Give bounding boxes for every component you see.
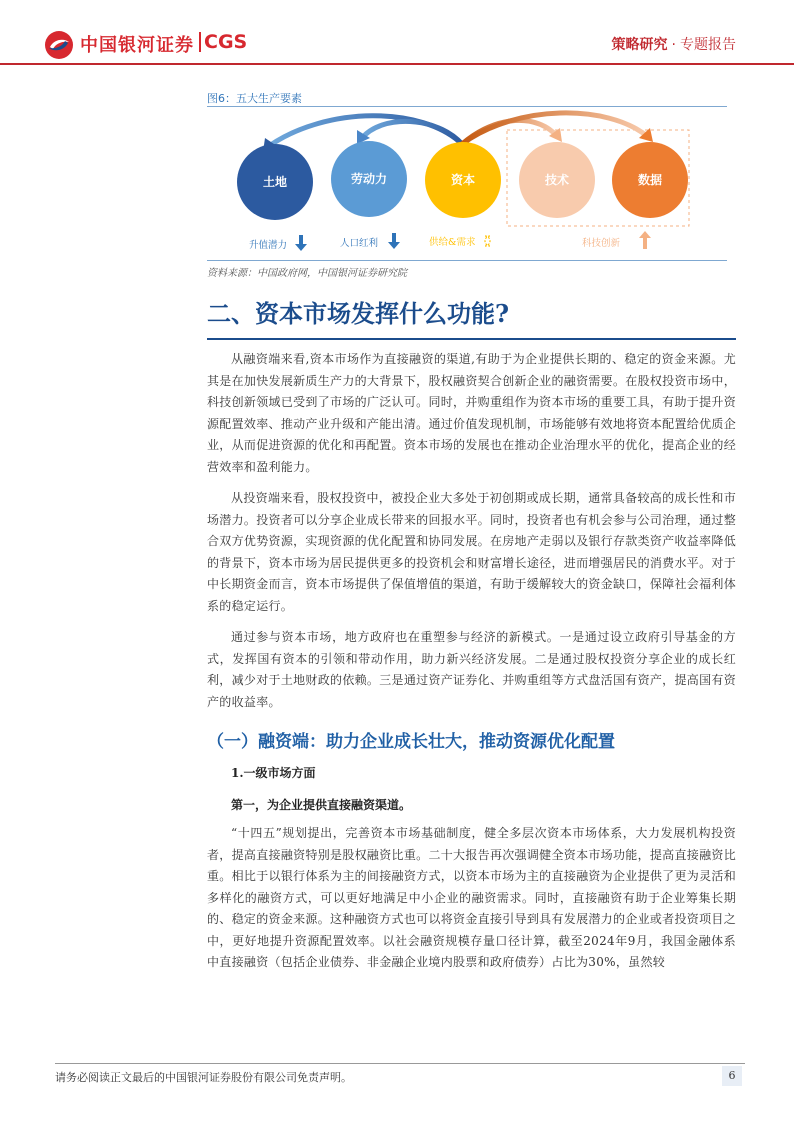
node-land-label: 土地 [262,175,288,189]
logo-text-cn: 中国银河证券 [80,35,194,56]
figure-top-rule [207,106,727,107]
footer-disclaimer: 请务必阅读正文最后的中国银河证券股份有限公司免责声明。 [55,1071,352,1084]
cgs-logo-icon [44,30,74,60]
production-factors-figure [207,108,727,260]
node-labor-label: 劳动力 [350,172,388,186]
section-title-rule [207,338,736,340]
paragraph-investment: 从投资端来看，股权投资中，被投企业大多处于初创期或成长期，通常具备较高的成长性和市场潜力。投资者可以分享企业成长带来的回报水平。同时，投资者也有机会参与公司治理，通过整合双方优势资源，实现资源的优化配置和协同发展。在房地产走弱以及银行存款类资产收益率降低的背景下，资本市场为居民提供更多的投资机会和财富增长途径，进而增强居民的消费水平。对于中长期资金而言，资本市场提供了保值增值的渠道，有助于缓解较大的资金缺口，保障社会福利体系的稳定运行。 [207,491,736,613]
paragraph-direct-financing: “十四五”规划提出，完善资本市场基础制度，健全多层次资本市场体系，大力发展机构投资者，提高直接融资特别是股权融资比重。二十大报告再次强调健全资本市场功能，提高直接融资比重。相比于以银行体系为主的间接融资方式，以资本市场为主的直接融资为企业提供了更为灵活和多样化的融资方式，可以更好地满足中小企业的融资需求。同时，直接融资有助于企业筹集长期的、稳定的资金来源。这种融资方式也可以将资金直接引导到具有发展潜力的企业或者投资项目之中，更好地提升资源配置效率。以社会融资规模存量口径计算，截至2024年9月，我国金融体系中直接融资（包括企业债券、非金融企业境内股票和政府债券）占比为30%，虽然较 [207,826,736,969]
node-capital-label: 资本 [450,173,476,187]
report-type-label: 专题报告 [680,37,736,53]
note-supply-demand: 供给&需求 [429,237,476,248]
note-appreciation: 升值潜力 [249,240,288,251]
paragraph-government: 通过参与资本市场，地方政府也在重塑参与经济的新模式。一是通过设立政府引导基金的方式，发挥国有资本的引领和带动作用，助力新兴经济发展。二是通过股权投资分享企业的成长红利，减少对于土地财政的依赖。三是通过资产证券化、并购重组等方式盘活国有资产，提高国有资产的收益率。 [207,630,736,709]
page-header [0,0,794,70]
page-number: 6 [722,1066,742,1086]
header-divider [0,63,794,65]
cycle-icon [485,236,490,246]
category-dot: · [671,37,676,53]
paragraph-financing: 从融资端来看,资本市场作为直接融资的渠道,有助于为企业提供长期的、稳定的资金来源。尤其是在加快发展新质生产力的大背景下，股权融资契合创新企业的融资需要。在股权投资市场中，科技创新领域已受到了市场的广泛认可。同时，并购重组作为资本市场的重要工具，有助于提升资源配置效率、推动产业升级和产能出清。通过价值发现机制，市场能够有效地将资本配置给优质企业，从而促进资源的优化和再配置。资本市场的发展也在推动企业治理水平的优化，提高企业的经营效率和盈利能力。 [207,352,736,474]
factors-diagram [207,108,727,260]
logo-separator [199,32,201,52]
primary-market-heading: 1.一级市场方面 [231,766,316,780]
note-demographic-dividend: 人口红利 [340,238,379,249]
node-data-label: 数据 [637,173,663,187]
note-tech-innovation: 科技创新 [582,238,621,249]
figure-caption: 图6：五大生产要素 [207,92,302,105]
footer-rule [55,1063,745,1064]
subsection-title: （一）融资端：助力企业成长壮大，推动资源优化配置 [207,732,615,752]
section-title: 二、资本市场发挥什么功能? [207,299,510,328]
figure-bottom-rule [207,260,727,261]
direct-financing-heading: 第一，为企业提供直接融资渠道。 [231,798,412,812]
arrow-capital-to-data [462,113,647,144]
down-arrow-icon [295,235,307,251]
node-tech-label: 技术 [544,173,570,187]
figure-source: 资料来源：中国政府网，中国银河证券研究院 [207,268,407,279]
arrow-capital-to-labor [362,121,462,144]
down-arrow-icon [388,233,400,249]
up-arrow-icon [639,231,651,249]
category-label: 策略研究 [611,37,668,53]
logo-text-en: CGS [204,31,248,53]
report-category [612,34,736,54]
